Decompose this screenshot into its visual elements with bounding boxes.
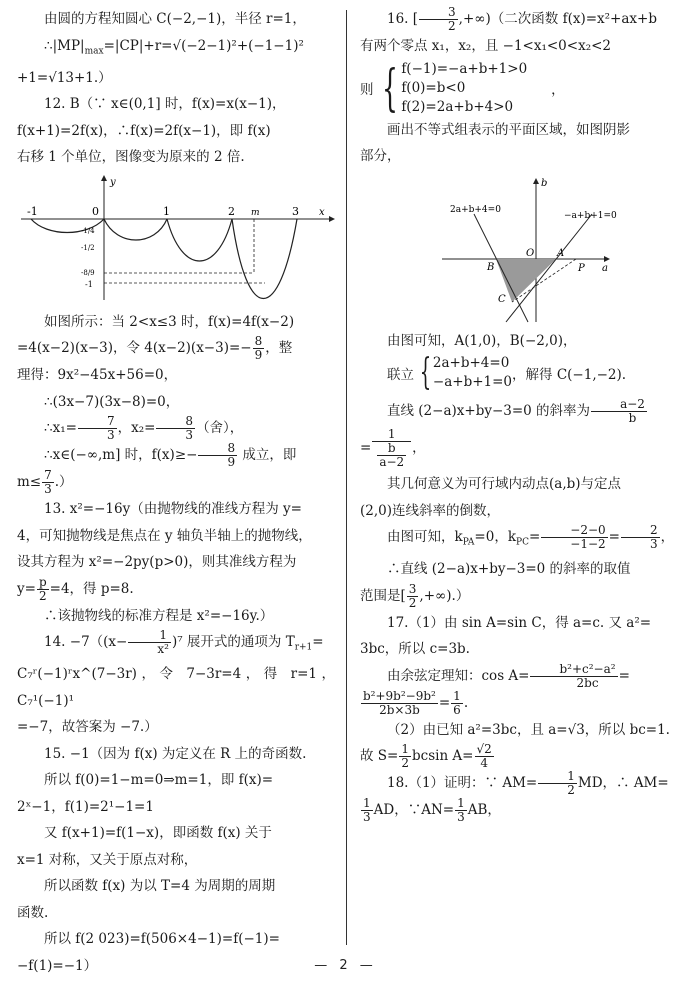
q16-line: 有两个零点 x₁，x₂，且 −1<x₁<0<x₂<2 [360, 38, 612, 54]
q12-line: 理得：9x²−45x+56=0， [17, 367, 178, 384]
q16-line: 由图可知，A(1,0)，B(−2,0)， [387, 332, 577, 349]
q15-line: 函数. [17, 904, 49, 921]
q12-line: ∴(3x−7)(3x−8)=0， [44, 393, 180, 410]
tick-label: -1/4 [81, 226, 95, 235]
q12-line: ∴x∈(−∞,m] 时，f(x)≥− $\frac{8}{9}$ 成立，即 [44, 441, 297, 470]
q13-line: 13. x²=−16y（由抛物线的准线方程为 y= [44, 501, 302, 518]
svg-text:A: A [557, 247, 565, 259]
q12-line: 如图所示：当 2<x≤3 时，f(x)=4f(x−2) [44, 313, 295, 330]
q17-line: 3bc，所以 c=3b. [360, 641, 470, 658]
q16-line: 16. [ $\frac{3}{2}$ ,+∞)（二次函数 f(x)=x²+ax+b [387, 5, 657, 33]
svg-text:2a+b+4=0: 2a+b+4=0 [450, 204, 501, 215]
tick-label: 1 [163, 204, 170, 218]
q13-line: ∴该抛物线的标准方程是 x²=−16y.） [44, 607, 274, 624]
svg-text:O: O [526, 247, 535, 259]
right-column [360, 6, 676, 824]
q15-line: 所以函数 f(x) 为以 T=4 为周期的周期 [44, 878, 276, 895]
tick-label: -1/2 [81, 243, 95, 252]
q12-line: f(x+1)=2f(x)，∴f(x)=2f(x−1)，即 f(x) [17, 122, 271, 139]
q16-line: 画出不等式组表示的平面区域，如图阴影 [387, 121, 630, 138]
q14-line: C₇ʳ(−1)ʳx^(7−3r)，令 7−3r=4，得 r=1，C₇¹(−1)¹ [17, 666, 335, 709]
q12-line: =4(x−2)(x−3)，令 4(x−2)(x−3)=− $\frac{8}{9}$ ，整 [17, 334, 293, 363]
q18-line: 18.（1）证明：∵ AM= $\frac{1}{2}$ MD，∴ AM= [387, 769, 669, 798]
q13-line: y= $\frac{p}{2}$ =4，得 p=8. [17, 574, 134, 603]
equation-system: 联立 { 2a+b+4=0 −a+b+1=0 ，解得 C(−1,−2). [387, 352, 627, 393]
q15-line: 所以 f(2 023)=f(506×4−1)=f(−1)= [44, 931, 280, 948]
page-number: — 2 — [314, 958, 377, 973]
text-line: +1=√13+1.） [17, 69, 112, 86]
axis-label: y [110, 176, 116, 188]
svg-text:B: B [487, 261, 495, 273]
tick-label: 0 [92, 204, 99, 218]
q16-line: 范围是[ $\frac{3}{2}$ ,+∞).） [360, 581, 470, 610]
q17-line: 17.（1）由 sin A=sin C，得 a=c. 又 a²= [387, 614, 652, 631]
q13-line: 设其方程为 x²=−2py(p>0)，则其准线方程为 [17, 554, 297, 571]
svg-text:C: C [498, 293, 506, 305]
tick-label: -1 [27, 204, 38, 218]
axis-label: x [319, 206, 325, 218]
q17-line: 故 S= $\frac{1}{2}$ bcsin A= $\frac{√2}{4}$ [360, 742, 492, 771]
function-graph-figure [17, 175, 335, 305]
q15-line: x=1 对称，又关于原点对称， [17, 851, 198, 868]
q14-line: =−7，故答案为 −7.） [17, 719, 158, 736]
q16-line: = 1 b a−2 ， [360, 427, 426, 469]
q12-line: m≤ $\frac{7}{3}$ .） [17, 468, 73, 497]
q15-line: 2ˣ−1，f(1)=2¹−1=1 [17, 798, 154, 815]
q17-line: 由余弦定理知：cos A= $\frac{\text{b²+c²−a²}}{2bc}$ = [387, 661, 630, 690]
q16-line: 由图可知，$k_{PA}=0$，$k_{PC}=$ $\frac{-2-0}{-1-2}$ = $\frac{2}{3}$ ， [387, 523, 675, 551]
q14-line: 14. −7（(x− $\frac{1}{\text{x²}}$ )⁷ 展开式的通项为 $T_{r+1}=$ [44, 628, 324, 657]
column-divider [346, 10, 347, 945]
tick-label: -8/9 [81, 268, 95, 277]
q16-line: 部分， [360, 148, 401, 164]
tick-label: m [251, 207, 260, 218]
q13-line: 4，可知抛物线是焦点在 y 轴负半轴上的抛物线， [17, 527, 312, 544]
q16-line: (2,0)连线斜率的倒数， [360, 502, 501, 519]
text-line: $\therefore|MP|_{max}=|CP|+r=√(-2-1)^2+(-1-1)^2$ [44, 37, 304, 57]
feasible-region-figure [370, 174, 686, 324]
text-line: 由圆的方程知圆心 C(−2,−1)，半径 r=1， [44, 11, 306, 27]
q15-line: 所以 f(0)=1−m=0⇒m=1，即 f(x)= [44, 772, 274, 789]
q17-line: （2）由已知 a²=3bc，且 a=√3，所以 bc=1. [387, 721, 670, 738]
svg-text:−a+b+1=0: −a+b+1=0 [564, 210, 617, 221]
q16-line: 其几何意义为可行域内动点(a,b)与定点 [387, 476, 622, 492]
left-column [17, 6, 335, 979]
q12-line: 12. B（∵ x∈(0,1] 时，f(x)=x(x−1)， [44, 96, 286, 113]
q15-line: −f(1)=−1） [17, 957, 98, 974]
q18-line: $\frac{1}{3}$ AD，∵AN= $\frac{1}{3}$ AB， [363, 796, 501, 825]
tick-label: 3 [292, 204, 299, 218]
q16-line: ∴直线 (2−a)x+by−3=0 的斜率的取值 [387, 561, 631, 578]
tick-label: -1 [85, 279, 93, 289]
q16-line: 直线 (2−a)x+by−3=0 的斜率为 $\frac{a-2}{b}$ [387, 397, 645, 425]
q15-line: 15. −1（因为 f(x) 为定义在 R 上的奇函数. [44, 745, 307, 762]
svg-text:a: a [602, 262, 608, 274]
q17-line: $\frac{\text{b²+9b²−9b²}}{2b\times 3b}$ = $\frac{1}{6}$ . [363, 688, 469, 717]
q12-line: 右移 1 个单位，图像变为原来的 2 倍. [17, 149, 245, 166]
svg-text:P: P [578, 262, 585, 274]
tick-label: 2 [228, 204, 235, 218]
inequality-system: 则 { f(−1)=−a+b+1>0 f(0)=b<0 f(2)=2a+b+4>0 ， [360, 59, 565, 117]
svg-text:b: b [541, 177, 548, 189]
q12-line: ∴x₁= $\frac{7}{3}$ ，x₂= $\frac{8}{3}$ （舍）， [44, 414, 244, 443]
q15-line: 又 f(x+1)=f(1−x)，即函数 f(x) 关于 [44, 825, 272, 842]
